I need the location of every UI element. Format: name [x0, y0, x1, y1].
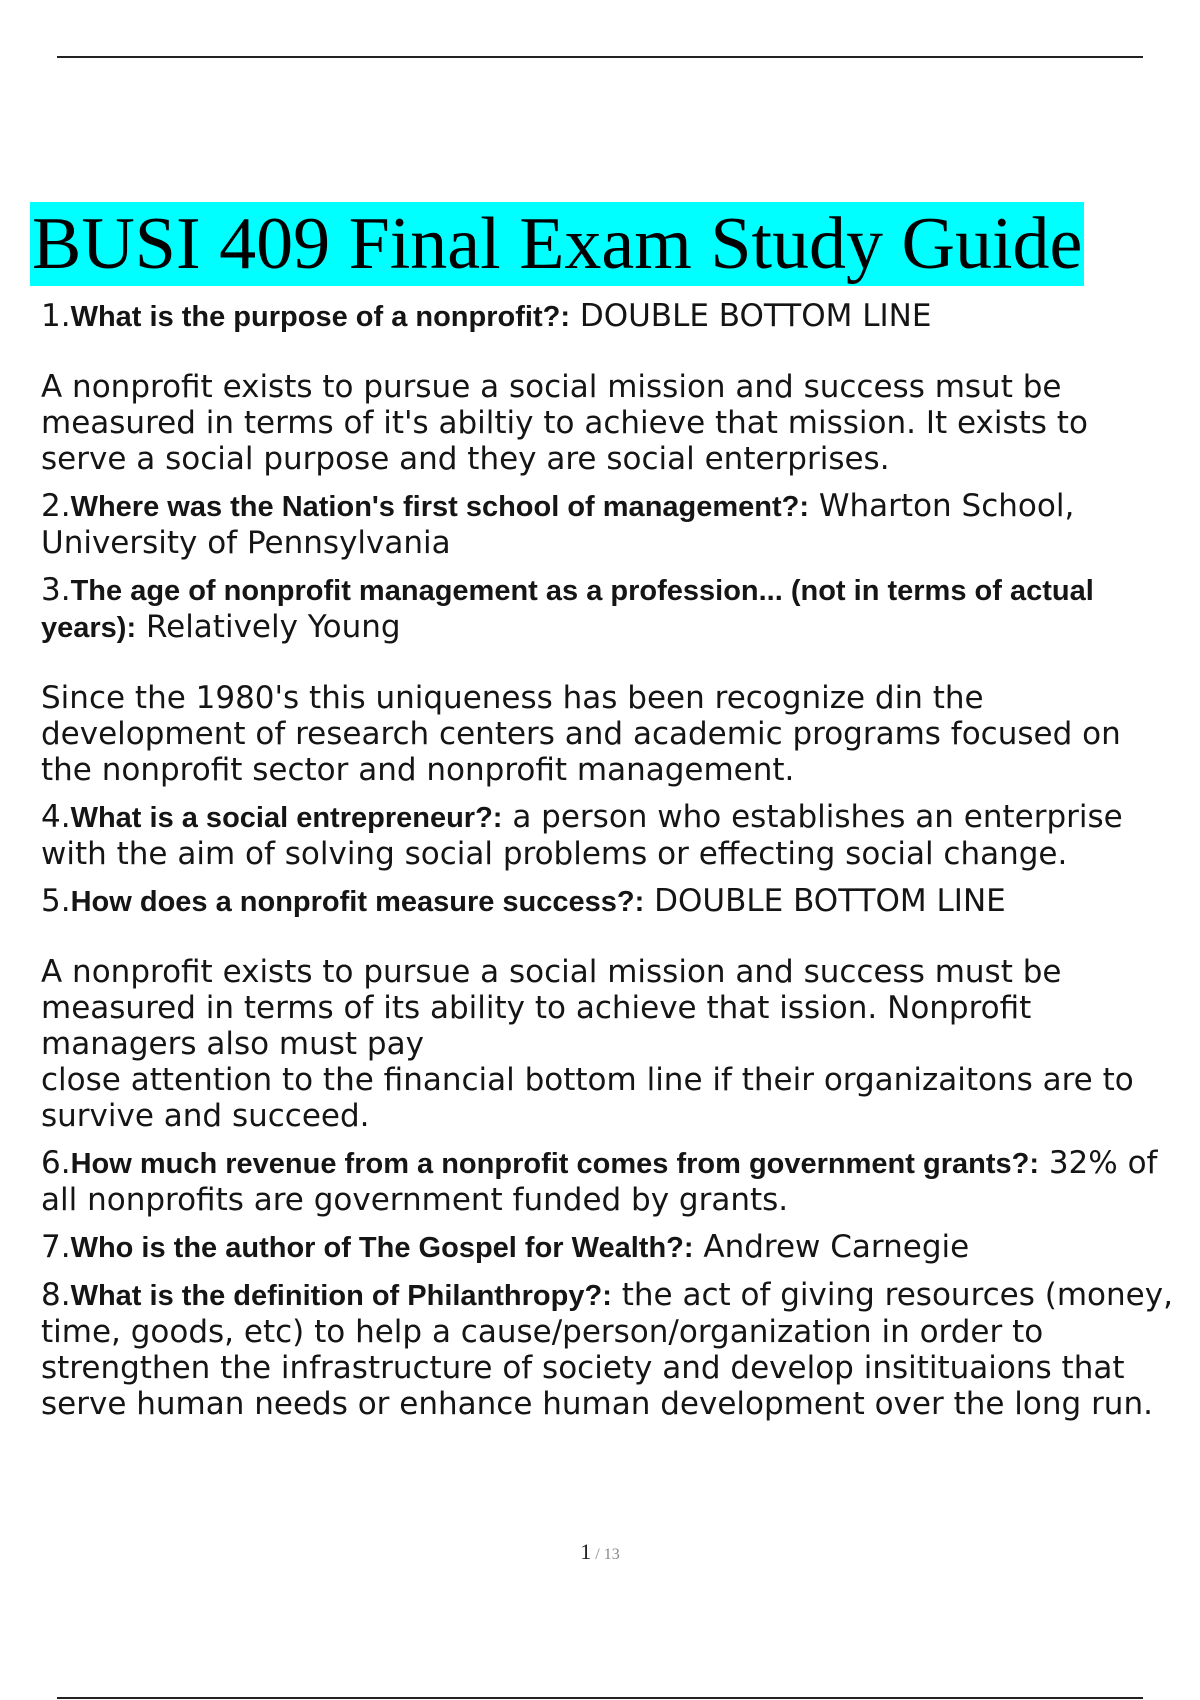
question-text: Who is the author of The Gospel for Wealth?: [70, 1232, 694, 1264]
answer-text: the act of giving resources (money, time, goods, etc) to help a cause/person/organization in order to strengthen the infrastructure of society and develop insitituaions that serve human needs or enhance human development over the long run. [41, 1277, 1173, 1422]
answer-paragraph: A nonprofit exists to pursue a social mission and success msut be measured in terms of it's abiltiy to achieve that mission. It exists to serve a social purpose and they are social enterprises. [41, 369, 1088, 477]
answer-text: a person who establishes an enterprise with the aim of solving social problems or effecting social change. [41, 799, 1123, 872]
answer-text: DOUBLE BOTTOM LINE [569, 298, 932, 334]
list-item [41, 298, 1181, 477]
total-pages: / 13 [591, 1546, 620, 1563]
answer-text: Wharton School, University of Pennsylvania [41, 488, 1075, 561]
item-number: 2. [41, 488, 71, 524]
question-text: Where was the Nation's first school of management?: [70, 491, 810, 523]
question-text: How does a nonprofit measure success?: [70, 886, 645, 918]
item-number: 6. [41, 1145, 71, 1181]
answer-paragraph: A nonprofit exists to pursue a social mission and success must be measured in terms of its ability to achieve that ission. Nonprofit managers also must pay [41, 954, 1062, 1062]
answer-text: Relatively Young [136, 609, 401, 645]
current-page-number: 1 [580, 1539, 592, 1564]
page-indicator [0, 1539, 1200, 1565]
study-guide-content [41, 298, 1181, 1433]
question-text: What is a social entrepreneur?: [70, 802, 503, 834]
item-number: 5. [41, 883, 71, 919]
answer-text: Andrew Carnegie [693, 1229, 970, 1265]
list-item [41, 1229, 1181, 1266]
list-item [41, 883, 1181, 1134]
item-number: 1. [41, 298, 71, 334]
list-item [41, 488, 1181, 561]
page-title: BUSI 409 Final Exam Study Guide [32, 203, 1083, 285]
list-item [41, 572, 1181, 788]
list-item [41, 799, 1181, 872]
question-text: What is the definition of Philanthropy?: [70, 1280, 612, 1312]
answer-paragraph: Since the 1980's this uniqueness has been recognize din the development of research centers and academic programs focused on the nonprofit sector and nonprofit management. [41, 680, 1121, 788]
top-divider [57, 56, 1143, 58]
question-text: How much revenue from a nonprofit comes from government grants?: [70, 1148, 1039, 1180]
item-number: 3. [41, 572, 71, 608]
answer-text: 32% of all nonprofits are government funded by grants. [41, 1145, 1158, 1218]
bottom-divider [57, 1697, 1143, 1699]
item-number: 4. [41, 799, 71, 835]
list-item [41, 1145, 1181, 1218]
question-text: What is the purpose of a nonprofit?: [70, 301, 570, 333]
answer-text: DOUBLE BOTTOM LINE [644, 883, 1006, 919]
item-number: 8. [41, 1277, 71, 1313]
item-number: 7. [41, 1229, 71, 1265]
answer-paragraph-continued: close attention to the financial bottom line if their organizaitons are to survive and succeed. [41, 1062, 1134, 1134]
question-text: The age of nonprofit management as a profession... (not in terms of actual years): [41, 575, 1094, 644]
list-item [41, 1277, 1181, 1422]
